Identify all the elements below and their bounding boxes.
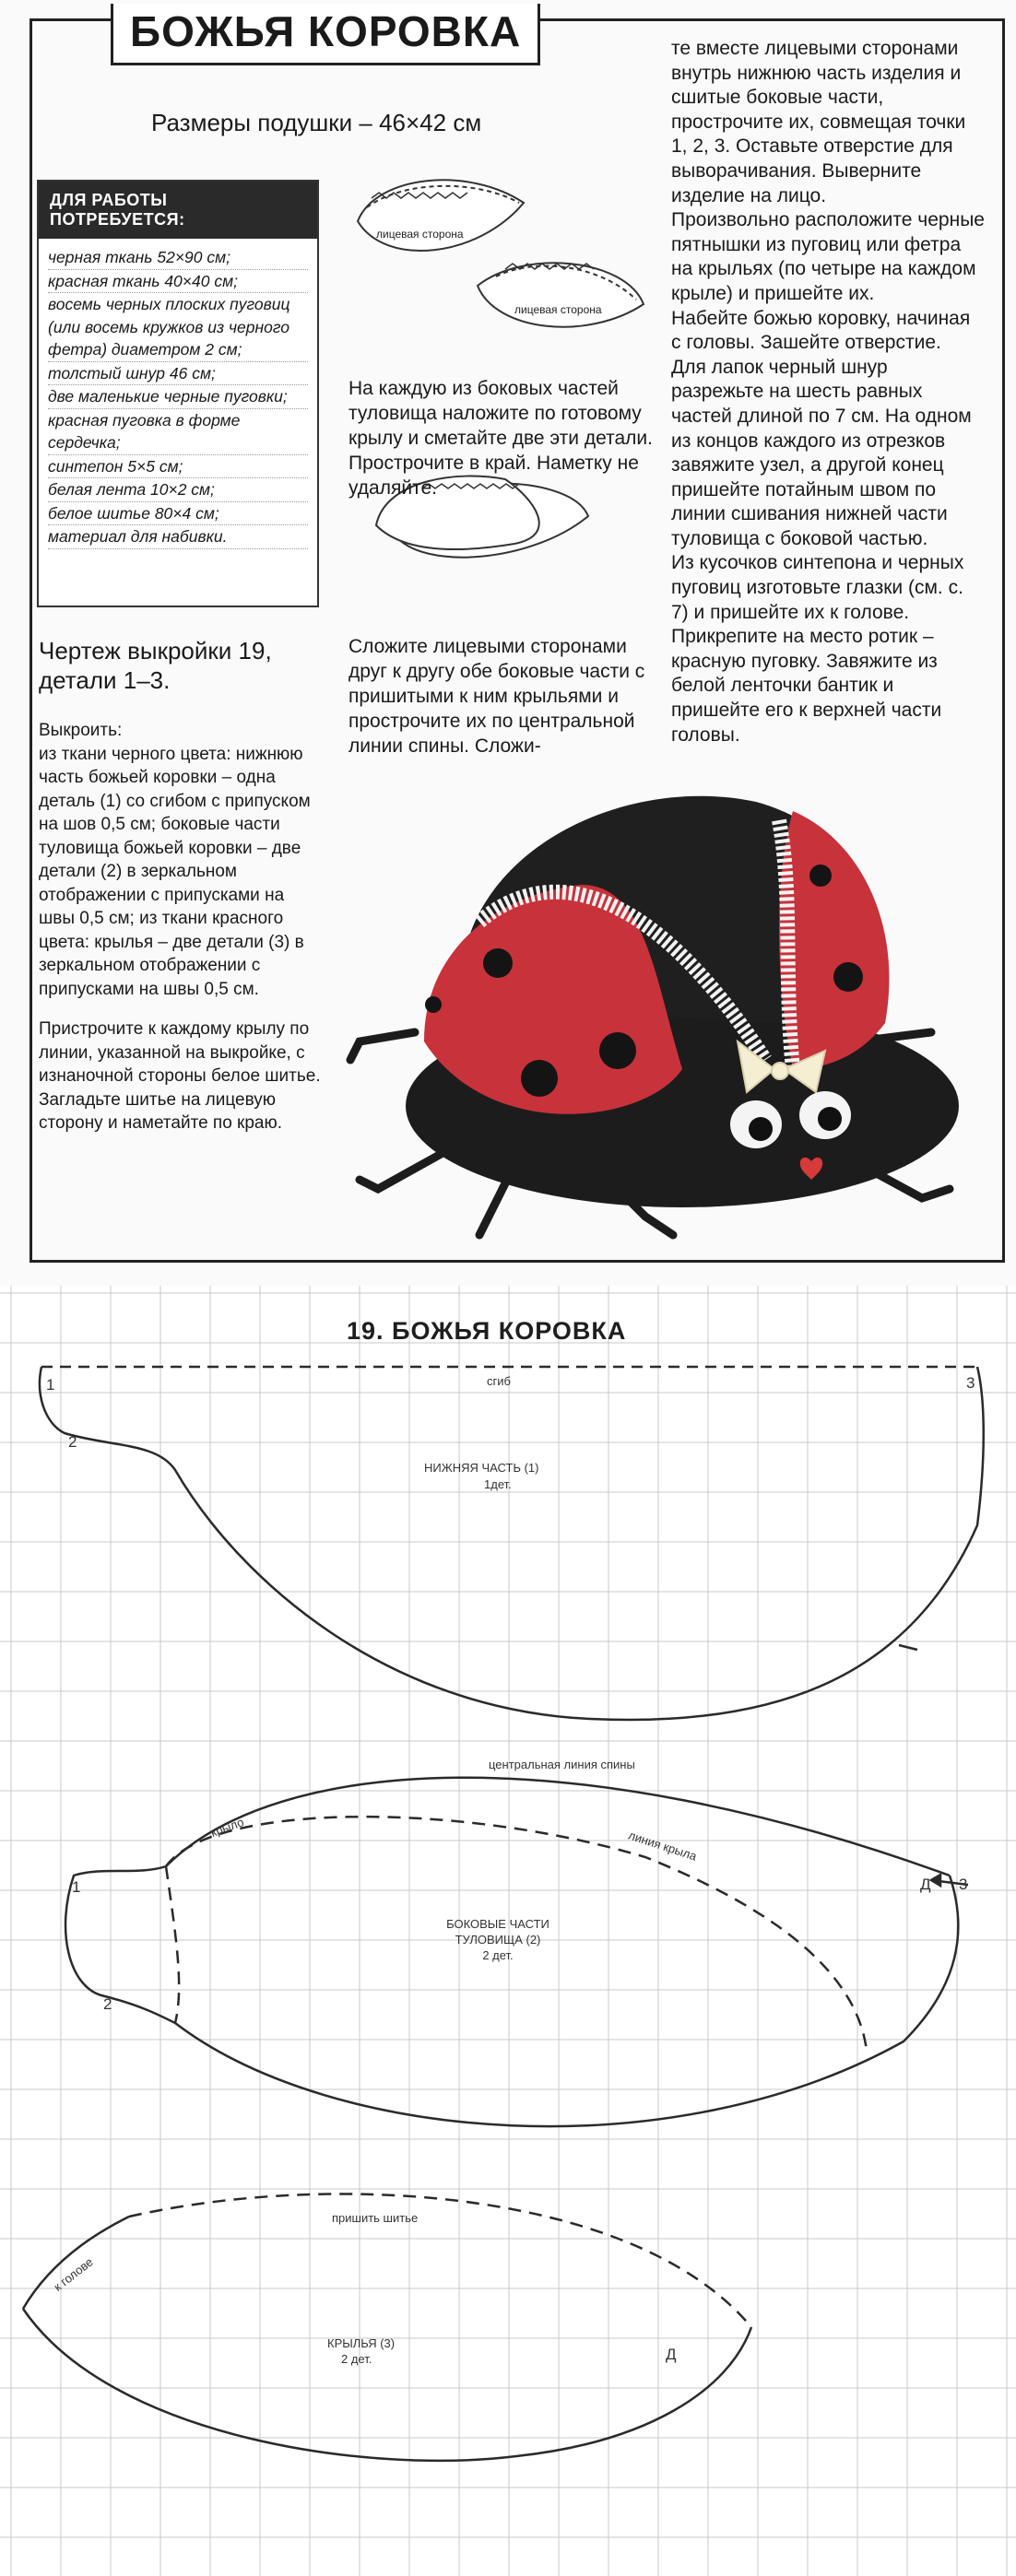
sew-lace-text: Пристрочите к каждому крылу по линии, указанной на выкройке, с изнаночной стороны белое шитье. Загладьте шитье на лицевую сторону и наметайте по краю.: [39, 1019, 321, 1133]
sew-lace-label: пришить шитье: [332, 2211, 419, 2225]
material-item: черная ткань 52×90 см;: [48, 246, 308, 270]
material-item: восемь черных плоских пуговиц (или восемь кружков из черного фетра) диаметром 2 см;: [48, 293, 308, 362]
step-text-1: На каждую из боковых частей туловища наложите по готовому крылу и сметайте две эти детали. Прострочите в край. Наметку не удаляйте.: [349, 378, 653, 499]
marker-d-wing: Д: [666, 2346, 677, 2363]
wing-diagram-2: [478, 263, 644, 326]
material-item: белое шитье 80×4 см;: [48, 502, 308, 526]
ladybug-wing-right: [779, 811, 889, 1069]
cut-text: из ткани черного цвета: нижнюю часть божьей коровки – одна деталь (1) со сгибом с припуском на шов 0,5 см; боковые части туловища божьей коровки – две детали (2) в зеркальном отображении с припусками на швы 0,5 см; из ткани красного цвета: крылья – две детали (3) в зеркальном отображении с припусками на швы 0,5 см.: [39, 744, 311, 999]
point-3-side: 3: [959, 1876, 968, 1893]
face-label-2: лицевая сторона: [514, 303, 602, 316]
point-2-side: 2: [103, 1995, 112, 2013]
part2-count: 2 дет.: [482, 1948, 514, 1962]
material-item: красная пуговка в форме сердечка;: [48, 409, 308, 455]
part1-count: 1дет.: [484, 1477, 512, 1491]
part2-label-2: ТУЛОВИЩА (2): [455, 1933, 541, 1947]
material-item: толстый шнур 46 см;: [48, 362, 308, 386]
point-3-lower: 3: [966, 1374, 975, 1392]
pattern-reference: Чертеж выкройки 19, детали 1–3.: [39, 637, 272, 694]
materials-list: [39, 239, 317, 557]
part1-label: НИЖНЯЯ ЧАСТЬ (1): [424, 1461, 539, 1475]
material-item: две маленькие черные пуговки;: [48, 385, 308, 409]
marker-d-side: Д: [920, 1876, 931, 1893]
right-column: [671, 37, 985, 747]
part2-label-1: БОКОВЫЕ ЧАСТИ: [446, 1917, 549, 1931]
right-paragraph-5: Из кусочков синтепона и черных пуговиц изготовьте глазки (см. с. 7) и пришейте их к голове. Прикрепите на место ротик – красную пуговку. Завяжите из белой ленточки бантик и пришейте его к верхней части головы.: [671, 552, 964, 746]
wing-line-label: линия крыла: [626, 1828, 699, 1864]
point-1-side: 1: [72, 1878, 81, 1896]
pillow-size: Размеры подушки – 46×42 см: [151, 109, 482, 136]
material-item: белая лента 10×2 см;: [48, 478, 308, 502]
fold-label: сгиб: [487, 1374, 511, 1388]
pattern-title: 19. БОЖЬЯ КОРОВКА: [347, 1317, 627, 1345]
step-text-2: Сложите лицевыми сторонами друг к другу обе боковые части с пришитыми к ним крыльями и прострочите их по центральной линии спины. Сложи-: [349, 636, 645, 757]
to-head-label: к голове: [51, 2254, 96, 2294]
cut-title: Выкроить:: [39, 721, 123, 740]
spine-label: центральная линия спины: [489, 1758, 635, 1771]
material-item: красная ткань 40×40 см;: [48, 270, 308, 294]
point-2-lower: 2: [68, 1433, 77, 1451]
pattern-sheet: [0, 1286, 1016, 2576]
ladybug-photo: [341, 737, 1005, 1253]
part3-label: КРЫЛЬЯ (3): [327, 2336, 396, 2350]
right-paragraph-2: Произвольно расположите черные пятнышки из пуговиц или фетра на крыльях (по четыре на каждом крыле) и пришейте их.: [671, 209, 985, 304]
material-item: синтепон 5×5 см;: [48, 455, 308, 479]
materials-heading: ДЛЯ РАБОТЫ ПОТРЕБУЕТСЯ:: [39, 182, 317, 239]
page-title: БОЖЬЯ КОРОВКА: [130, 7, 522, 55]
materials-box: [37, 180, 319, 607]
cut-instructions: [39, 719, 325, 1152]
wing-label: крыло: [208, 1815, 246, 1840]
magazine-page: [0, 0, 1016, 1286]
right-paragraph-3: Набейте божью коровку, начиная с головы. Зашейте отверстие.: [671, 307, 971, 354]
right-paragraph-4: Для лапок черный шнур разрежьте на шесть равных частей длиной по 7 см. На одном из концов каждого из отрезков завяжите узел, а другой конец пришейте потайным швом по линии сшивания нижней части туловища с боковой частью.: [671, 356, 972, 549]
right-paragraph-1: те вместе лицевыми сторонами внутрь нижнюю часть изделия и сшитые боковые части, прострочите их, совмещая точки 1, 2, 3. Оставьте отверстие для выворачивания. Выверните изделие на лицо.: [671, 38, 966, 206]
title-box: [111, 4, 540, 65]
point-1-lower: 1: [46, 1376, 55, 1394]
part3-count: 2 дет.: [341, 2352, 372, 2366]
material-item: материал для набивки.: [48, 525, 308, 549]
face-label-1: лицевая сторона: [376, 228, 464, 241]
